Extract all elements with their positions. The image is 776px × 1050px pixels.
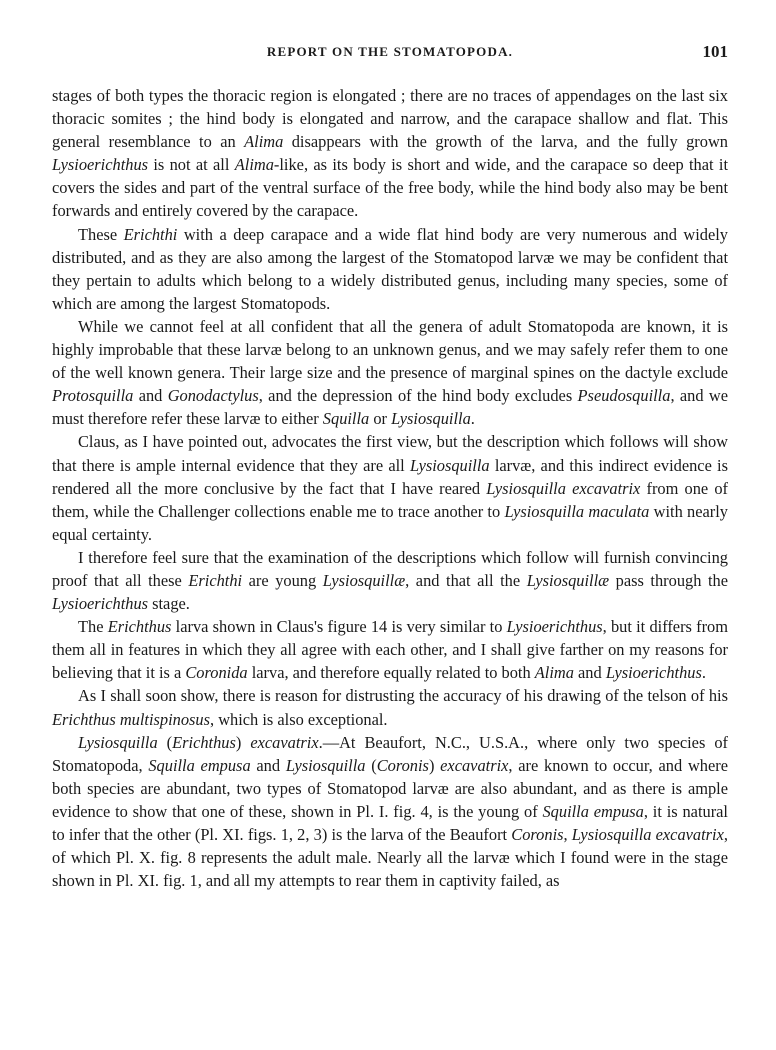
text-run: , but it differs from them all in features in which they all agree with each other, and I shall give farther on my reasons for believing that it is a [52,617,728,683]
italic-run: Lysiosquillæ [322,570,406,590]
text-run: , and the depression of the hind body excludes [258,386,578,406]
text-run: disappears with the growth of the larva, and the fully grown [283,132,728,152]
italic-run: Erichthus multispinosus [52,709,210,729]
text-run: larvæ, and this indirect evidence is rendered all the more conclusive by the fact that I have reared [52,455,728,498]
text-run: , which is also exceptional. [210,709,388,729]
italic-run: Coronida [185,663,248,683]
italic-run: Lysiosquilla [409,455,490,475]
italic-run: Alima [234,155,274,175]
italic-run: Alima [244,132,284,152]
text-run: , and we must therefore refer these larvæ to either [52,386,728,429]
text-run: These [78,224,124,244]
italic-run: Lysiosquillæ [526,570,610,590]
italic-run: Lysiosquilla [391,409,471,429]
text-run: , [563,825,572,844]
paragraph-4 [52,430,728,545]
text-run: and [133,386,168,406]
text-run: or [369,409,392,429]
paragraph-7 [52,684,728,730]
italic-run: excavatrix [250,732,319,752]
text-run: , of which Pl. X. fig. 8 represents the adult male. Nearly all the larvæ which I found were in the stage shown in Pl. XI. fig. 1, and all my attempts to rear them in captivity failed, as [52,825,728,891]
text-run: I therefore feel sure that the examination of the descriptions which follow will furnish convincing proof that all these [52,547,728,590]
italic-run: Erichthi [123,224,178,244]
text-run: While we cannot feel at all confident that all the genera of adult Stomatopoda are known, it is highly improbable that these larvæ belong to an unknown genus, and we may safely refer them to one of the well known genera. Their large size and the presence of marginal spines on the dactyle exclude [52,316,728,383]
italic-run: Alima [534,663,574,683]
text-run: with a deep carapace and a wide flat hind body are very numerous and widely distributed, and as they are also among the largest of the Stomatopod larvæ we may be confident that they pertain to adults which belong to a widely distributed genus, including many species, some of which are among the largest Stomatopods. [52,224,728,313]
italic-run: Erichthus [107,617,172,637]
italic-run: Squilla [322,409,370,429]
paragraph-6 [52,615,728,684]
italic-run: excavatrix [440,755,509,775]
text-run: larva shown in Claus's figure 14 is very similar to [171,617,507,637]
text-run: . [701,663,706,683]
italic-run: Lysioerichthus [52,594,149,614]
text-run: -like, as its body is short and wide, and the carapace so deep that it covers the sides and part of the ventral surface of the free body, while the hind body also may be bent forwards and entirely covered by the carapace. [52,155,729,221]
paragraph-8 [52,731,728,893]
text-run: pass through the [609,570,728,590]
italic-run: Lysiosquilla excavatrix [571,825,724,844]
italic-run: Erichthus [172,732,236,752]
running-title: REPORT ON THE STOMATOPODA. [266,44,514,59]
text-run: .—At Beaufort, N.C., U.S.A., where only two species of Stomatopoda, [52,732,728,775]
page-header [52,40,728,70]
italic-run: Lysiosquilla [78,732,158,752]
italic-run: Pseudosquilla [577,386,671,406]
text-run: The [78,617,108,637]
italic-run: Lysiosquilla maculata [504,501,650,521]
italic-run: Erichthi [188,570,243,590]
body-text [52,84,728,892]
text-run: is not at all [148,155,235,175]
text-run: and [250,755,286,775]
italic-run: Coronis [376,755,429,775]
italic-run: Gonodactylus [167,386,259,406]
text-run: Claus, as I have pointed out, advocates the first view, but the description which follows will show that there is ample internal evidence that they are all [52,432,728,475]
text-run: stage. [148,594,190,614]
text-run: stages of both types the thoracic region is elongated ; there are no traces of appendages on the last six thoracic somites ; the hind body is elongated and narrow, and the carapace shallow and flat. This general resemblance to an [52,86,728,152]
text-run: ( [365,755,377,775]
paragraph-2 [52,223,728,315]
paragraph-5 [52,546,728,615]
text-run: ) [235,732,251,752]
text-run: ) [428,755,441,775]
italic-run: Lysioerichthus [506,617,603,637]
italic-run: Squilla empusa [542,801,644,821]
paragraph-1 [52,84,728,223]
text-run: and [573,663,606,683]
text-run: larva, and therefore equally related to both [247,663,535,683]
italic-run: Lysiosquilla excavatrix [486,478,641,498]
paragraph-3 [52,315,728,430]
text-run: As I shall soon show, there is reason for distrusting the accuracy of his drawing of the telson of his [78,686,728,706]
text-run: with nearly equal certainty. [52,501,728,544]
page-number: 101 [702,42,728,61]
italic-run: Lysioerichthus [52,155,149,175]
text-run: from one of them, while the Challenger collections enable me to trace another to [52,478,728,521]
page [52,40,728,892]
italic-run: Lysioerichthus [605,663,702,683]
text-run: are young [242,570,323,590]
italic-run: Protosquilla [52,386,134,406]
text-run: ( [157,732,173,752]
text-run: , are known to occur, and where both species are abundant, two types of Stomatopod larvæ are also abundant, and as there is ample evidence to show that one of these, shown in Pl. I. fig. 4, is the young of [52,755,728,821]
italic-run: Squilla empusa [148,755,251,775]
text-run: , and that all the [405,570,527,590]
italic-run: Lysiosquilla [285,755,366,775]
italic-run: Coronis [511,825,564,844]
text-run: , it is natural to infer that the other (Pl. XI. figs. 1, 2, 3) is the larva of the Beaufort [52,801,728,844]
text-run: . [470,409,475,429]
